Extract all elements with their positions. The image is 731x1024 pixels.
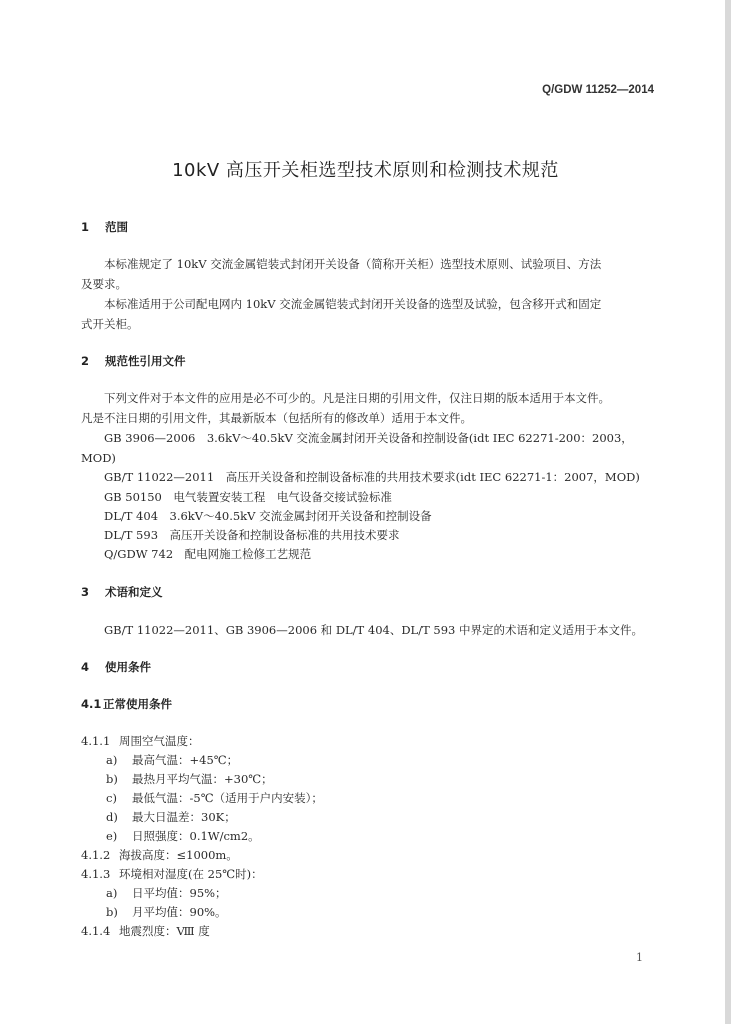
reference-item: GB/T 11022—2011 高压开关设备和控制设备标准的共用技术要求(idt IEC 62271-1：2007，MOD) xyxy=(104,470,640,484)
list-item xyxy=(106,791,323,805)
list-item-text: 最大日温差：30K； xyxy=(132,810,236,824)
list-marker: b) xyxy=(106,772,118,786)
section-number: 3 xyxy=(81,585,90,599)
section-2-heading xyxy=(81,354,186,368)
clause-number: 4.1.4 xyxy=(81,924,111,938)
section-title: 使用条件 xyxy=(105,660,151,674)
clause-number: 4.1.1 xyxy=(81,734,111,748)
clause-text: 环境相对湿度(在 25℃时)： xyxy=(119,867,263,881)
section-number: 2 xyxy=(81,354,90,368)
paragraph-line: 式开关柜。 xyxy=(81,317,139,331)
list-item-text: 最热月平均气温：+30℃； xyxy=(132,772,273,786)
list-marker: e) xyxy=(106,829,118,843)
subsection-4-1-heading xyxy=(81,697,172,711)
paragraph-line: GB/T 11022—2011、GB 3906—2006 和 DL/T 404、DL/T 593 中界定的术语和定义适用于本文件。 xyxy=(104,623,643,637)
list-marker: c) xyxy=(106,791,117,805)
document-title: 10kV 高压开关柜选型技术原则和检测技术规范 xyxy=(172,160,559,181)
list-item xyxy=(106,810,236,824)
list-item-text: 日平均值：95%； xyxy=(132,886,227,900)
list-item xyxy=(106,753,238,767)
paragraph-line: 本标准规定了 10kV 交流金属铠装式封闭开关设备（简称开关柜）选型技术原则、试验项目、方法 xyxy=(104,257,602,271)
reference-item: DL/T 593 高压开关设备和控制设备标准的共用技术要求 xyxy=(104,528,400,542)
paragraph-line: 下列文件对于本文件的应用是必不可少的。凡是注日期的引用文件，仅注日期的版本适用于本文件。 xyxy=(104,391,610,405)
clause-number: 4.1.2 xyxy=(81,848,111,862)
reference-item: GB 3906—2006 3.6kV～40.5kV 交流金属封闭开关设备和控制设备(idt IEC 62271-200：2003， xyxy=(104,431,633,445)
reference-item-continued: MOD) xyxy=(81,451,116,465)
section-title: 范围 xyxy=(105,220,128,234)
paragraph-line: 凡是不注日期的引用文件，其最新版本（包括所有的修改单）适用于本文件。 xyxy=(81,411,472,425)
list-item-text: 日照强度：0.1W/cm2。 xyxy=(132,829,260,843)
subsection-number: 4.1 xyxy=(81,697,102,711)
reference-item: Q/GDW 742 配电网施工检修工艺规范 xyxy=(104,547,312,561)
list-item-text: 月平均值：90%。 xyxy=(132,905,227,919)
section-1-heading xyxy=(81,220,128,234)
clause-4-1-2 xyxy=(81,848,238,862)
section-number: 4 xyxy=(81,660,90,674)
list-item xyxy=(106,886,227,900)
section-number: 1 xyxy=(81,220,90,234)
clause-4-1-3 xyxy=(81,867,263,881)
standard-code: Q/GDW 11252—2014 xyxy=(542,84,654,96)
page-number: 1 xyxy=(636,951,643,964)
list-item-text: 最低气温：-5℃（适用于户内安装）； xyxy=(132,791,323,805)
page-edge xyxy=(725,0,731,1024)
list-item-text: 最高气温：+45℃； xyxy=(132,753,239,767)
reference-item: GB 50150 电气装置安装工程 电气设备交接试验标准 xyxy=(104,490,392,504)
list-item xyxy=(106,772,273,786)
paragraph-line: 本标准适用于公司配电网内 10kV 交流金属铠装式封闭开关设备的选型及试验，包含移开式和固定 xyxy=(104,297,602,311)
section-4-heading xyxy=(81,660,151,674)
list-marker: a) xyxy=(106,886,118,900)
section-title: 术语和定义 xyxy=(105,585,163,599)
clause-4-1-1 xyxy=(81,734,200,748)
paragraph-line: 及要求。 xyxy=(81,277,127,291)
list-marker: a) xyxy=(106,753,118,767)
subsection-title: 正常使用条件 xyxy=(103,697,172,711)
clause-text: 海拔高度：≤1000m。 xyxy=(119,848,238,862)
list-marker: b) xyxy=(106,905,118,919)
list-marker: d) xyxy=(106,810,118,824)
section-title: 规范性引用文件 xyxy=(105,354,186,368)
clause-number: 4.1.3 xyxy=(81,867,111,881)
clause-text: 地震烈度：Ⅷ 度 xyxy=(119,924,210,938)
list-item xyxy=(106,905,227,919)
reference-item: DL/T 404 3.6kV～40.5kV 交流金属封闭开关设备和控制设备 xyxy=(104,509,432,523)
clause-4-1-4 xyxy=(81,924,210,938)
clause-text: 周围空气温度： xyxy=(119,734,200,748)
list-item xyxy=(106,829,260,843)
section-3-heading xyxy=(81,585,163,599)
